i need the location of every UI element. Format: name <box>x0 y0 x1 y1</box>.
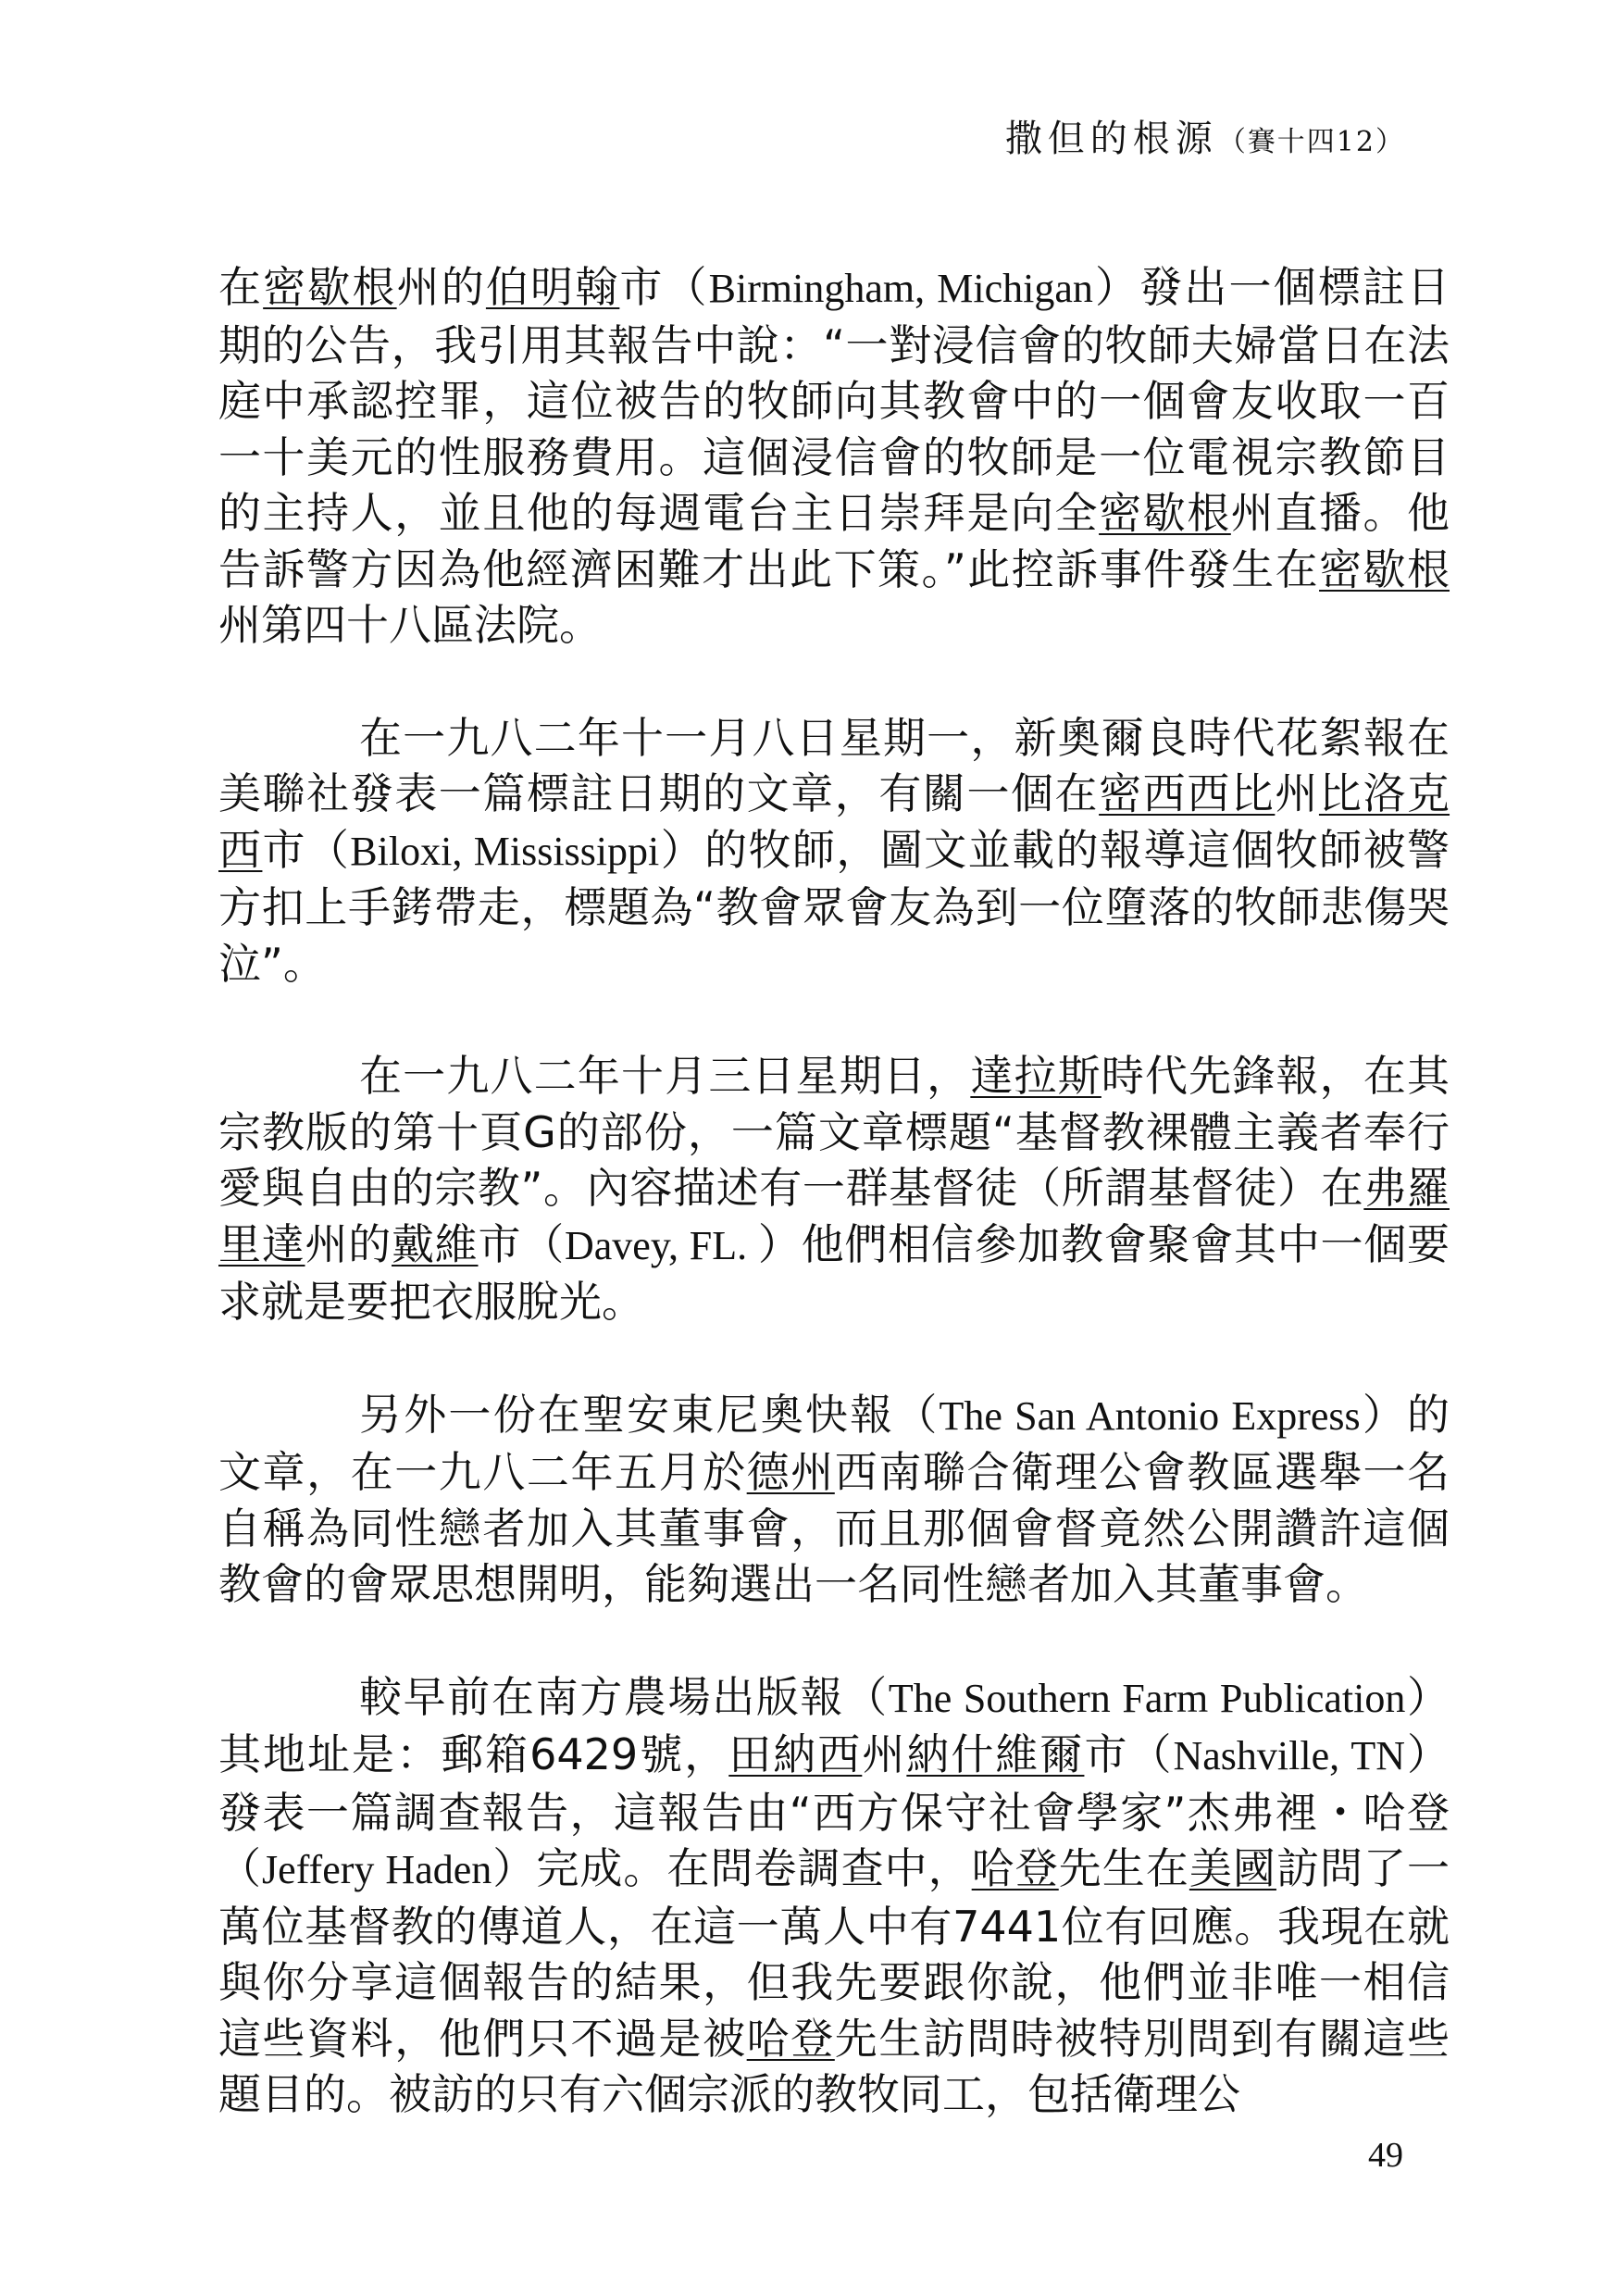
text-run: 先生訪問時被特別問到有關這些題目的。被訪的只有六個宗派的教牧同工，包括衛理公 <box>218 2013 1450 2119</box>
text-run: ）發表一篇調查報告，這報告由“西方保守社會學家”杰弗裡・哈登（ <box>218 1729 1450 1893</box>
underlined-place-name: 弗羅里達 <box>218 1163 1450 1269</box>
latin-text: Jeffery Haden <box>262 1847 492 1892</box>
underlined-place-name: 達拉斯 <box>970 1051 1101 1101</box>
text-run: 州的 <box>396 262 486 312</box>
text-run: ）的牧師，圖文並載的報導這個牧師被警方扣上手銬帶走，標題為“教會眾會友為到一位墮落的牧師悲傷哭泣”。 <box>218 824 1450 989</box>
text-run: 另外一份在聖安東尼奧快報（ <box>359 1389 940 1440</box>
text-run: 西南聯合衛理公會教區選舉一名自稱為同性戀者加入其董事會，而且那個會督竟然公開讚許這個教會的會眾思想開明，能夠選出一名同性戀者加入其董事會。 <box>218 1447 1450 1609</box>
text-run: ）其地址是：郵箱6429號， <box>218 1671 1450 1779</box>
paragraph-4 <box>218 1387 1450 1613</box>
latin-text: Birmingham, Michigan <box>708 266 1093 311</box>
text-run: 州的 <box>305 1218 392 1269</box>
underlined-place-name: 伯明翰 <box>485 262 620 312</box>
text-run: 訪問了一萬位基督教的傳道人，在這一萬人中有7441位有回應。我現在就與你分享這個報告的結果，但我先要跟你說，他們並非唯一相信這些資料，他們只不過是被 <box>218 1843 1450 2064</box>
paragraph-2 <box>218 710 1450 992</box>
underlined-place-name: 密歇根 <box>1319 543 1450 594</box>
paragraph-3 <box>218 1048 1450 1330</box>
header-title: 撒但的根源 <box>1004 118 1218 160</box>
text-run: 州第四十八區法院。 <box>218 600 602 650</box>
text-run: 州 <box>1275 768 1319 818</box>
text-run: ）他們相信參加教會聚會其中一個要求就是要把衣服脫光。 <box>218 1218 1450 1327</box>
body-text <box>218 259 1450 2123</box>
underlined-place-name: 哈登 <box>746 2013 835 2064</box>
underlined-place-name: 田納西 <box>728 1729 863 1779</box>
paragraph-5 <box>218 1669 1450 2123</box>
underlined-place-name: 哈登 <box>971 1843 1059 1893</box>
underlined-place-name: 納什維爾 <box>906 1729 1085 1779</box>
text-run: ）的文章，在一九八二年五月於 <box>218 1389 1450 1497</box>
underlined-place-name: 密歇根 <box>263 262 397 312</box>
latin-text: The San Antonio Express <box>939 1392 1361 1439</box>
underlined-place-name: 戴維 <box>392 1218 479 1269</box>
page-number: 49 <box>1368 2136 1403 2175</box>
text-run: 州直播。他告訴警方因為他經濟困難才出此下策。”此控訴事件發生在 <box>218 488 1450 594</box>
text-run: 先生在 <box>1058 1843 1189 1893</box>
text-run: 在 <box>218 262 264 312</box>
latin-text: Nashville, TN <box>1173 1733 1405 1778</box>
text-run: ）發出一個標註日期的公告，我引用其報告中說：“一對浸信會的牧師夫婦當日在法庭中承認控罪，這位被告的牧師向其教會中的一個會友收取一百一十美元的性服務費用。這個浸信會的牧師是一位電視宗教節目的主持人，並且他的每週電台主日崇拜是向全 <box>218 262 1450 538</box>
text-run: 市（ <box>1084 1729 1174 1779</box>
text-run: 市（ <box>478 1218 565 1269</box>
latin-text: The Southern Farm Publication <box>888 1675 1406 1721</box>
underlined-place-name: 德州 <box>746 1447 835 1497</box>
text-run: 州 <box>862 1729 907 1779</box>
latin-text: Davey, FL. <box>565 1222 758 1268</box>
text-run: 市（ <box>619 262 709 312</box>
latin-text: Biloxi, Mississippi <box>350 828 660 874</box>
underlined-place-name: 比洛克西 <box>218 768 1450 875</box>
text-run: 較早前在南方農場出版報（ <box>359 1671 889 1722</box>
paragraph-1 <box>218 259 1450 654</box>
running-header <box>1005 109 1405 162</box>
text-run: 在一九八二年十月三日星期日， <box>359 1051 971 1101</box>
text-run: 市（ <box>262 824 351 875</box>
underlined-place-name: 密西西比 <box>1099 768 1276 818</box>
text-run: 時代先鋒報，在其宗教版的第十頁G的部份，一篇文章標題“基督教裸體主義者奉行愛與自由的宗教”。內容描述有一群基督徒（所謂基督徒）在 <box>218 1051 1450 1213</box>
underlined-place-name: 美國 <box>1189 1843 1276 1893</box>
text-run: 在一九八二年十一月八日星期一，新奧爾良時代花絮報在美聯社發表一篇標註日期的文章，有關一個在 <box>218 712 1450 818</box>
header-subtitle: （賽十四12） <box>1217 126 1405 158</box>
underlined-place-name: 密歇根 <box>1099 488 1231 538</box>
text-run: ）完成。在問卷調查中， <box>492 1843 972 1893</box>
